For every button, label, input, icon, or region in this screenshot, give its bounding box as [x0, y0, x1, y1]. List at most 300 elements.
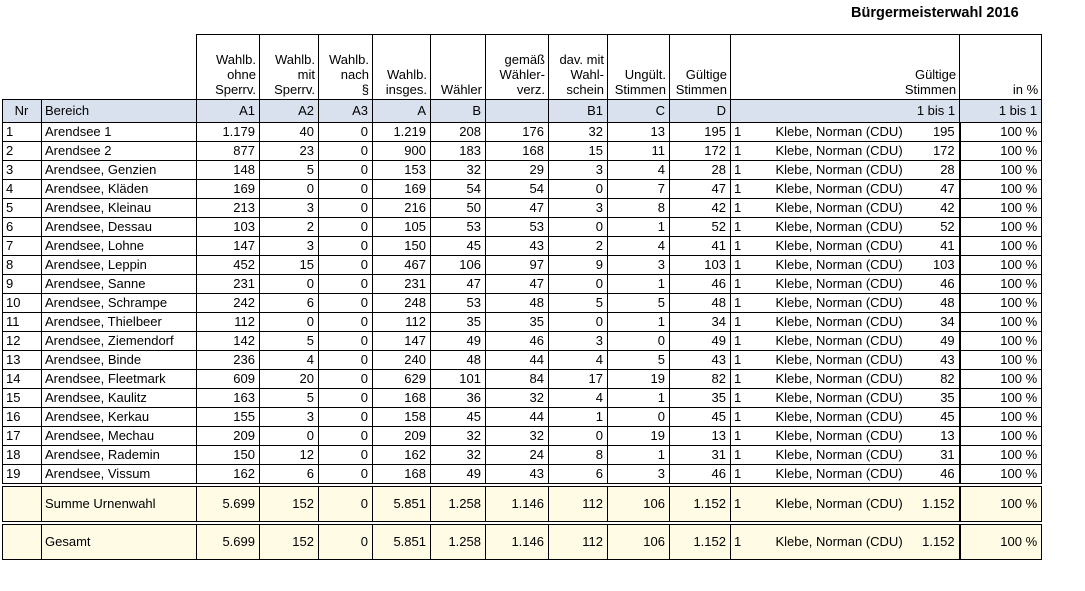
candidate-votes: 103 [907, 255, 960, 274]
row-value-1: 155 [197, 407, 260, 426]
candidate-votes-header: Gültige Stimmen [731, 35, 960, 100]
summary-value-7: 112 [549, 524, 608, 559]
summary-row [3, 486, 1042, 521]
candidate-name: Klebe, Norman (CDU) [756, 141, 907, 160]
row-bereich: Arendsee, Kläden [42, 179, 197, 198]
row-value-7: 17 [549, 369, 608, 388]
row-percent: 100 % [960, 274, 1042, 293]
row-percent: 100 % [960, 445, 1042, 464]
summary-nr [3, 486, 42, 521]
row-value-9: 46 [670, 274, 731, 293]
row-value-9: 172 [670, 141, 731, 160]
row-bereich: Arendsee, Binde [42, 350, 197, 369]
row-value-9: 41 [670, 236, 731, 255]
bereich-header: Bereich [42, 99, 197, 122]
row-value-2: 0 [260, 312, 319, 331]
row-value-8: 4 [608, 236, 670, 255]
row-value-6: 35 [486, 312, 549, 331]
row-value-5: 54 [431, 179, 486, 198]
row-value-1: 103 [197, 217, 260, 236]
row-value-1: 609 [197, 369, 260, 388]
row-value-5: 47 [431, 274, 486, 293]
row-bereich: Arendsee, Fleetmark [42, 369, 197, 388]
row-value-6: 44 [486, 407, 549, 426]
row-value-1: 162 [197, 464, 260, 483]
row-value-5: 48 [431, 350, 486, 369]
candidate-nr: 1 [731, 388, 756, 407]
row-value-3: 0 [319, 274, 373, 293]
row-nr: 6 [3, 217, 42, 236]
row-value-9: 35 [670, 388, 731, 407]
summary-value-8: 106 [608, 486, 670, 521]
candidate-votes: 41 [907, 236, 960, 255]
row-value-7: 3 [549, 160, 608, 179]
candidate-name: Klebe, Norman (CDU) [756, 426, 907, 445]
row-nr: 10 [3, 293, 42, 312]
row-value-4: 629 [373, 369, 431, 388]
summary-value-6: 1.146 [486, 486, 549, 521]
candidate-nr: 1 [731, 464, 756, 483]
column-code-6 [486, 99, 549, 122]
candidate-name: Klebe, Norman (CDU) [756, 179, 907, 198]
row-value-8: 1 [608, 274, 670, 293]
summary-value-3: 0 [319, 486, 373, 521]
column-code-3: A3 [319, 99, 373, 122]
summary-candidate-votes: 1.152 [907, 486, 960, 521]
candidate-nr: 1 [731, 160, 756, 179]
row-value-7: 3 [549, 198, 608, 217]
row-value-4: 162 [373, 445, 431, 464]
table-row [3, 122, 1042, 141]
row-value-4: 1.219 [373, 122, 431, 141]
row-value-3: 0 [319, 122, 373, 141]
row-value-6: 29 [486, 160, 549, 179]
table-row [3, 407, 1042, 426]
row-percent: 100 % [960, 464, 1042, 483]
row-value-1: 213 [197, 198, 260, 217]
row-percent: 100 % [960, 122, 1042, 141]
row-value-5: 49 [431, 464, 486, 483]
row-value-7: 3 [549, 331, 608, 350]
row-value-5: 35 [431, 312, 486, 331]
candidate-nr: 1 [731, 445, 756, 464]
row-nr: 9 [3, 274, 42, 293]
column-header-4: Wahlb. insges. [373, 35, 431, 100]
row-value-2: 40 [260, 122, 319, 141]
candidate-nr: 1 [731, 179, 756, 198]
row-percent: 100 % [960, 236, 1042, 255]
row-value-3: 0 [319, 369, 373, 388]
summary-value-7: 112 [549, 486, 608, 521]
candidate-votes: 46 [907, 274, 960, 293]
row-percent: 100 % [960, 255, 1042, 274]
report-title: Bürgermeisterwahl 2016 [851, 5, 1019, 21]
table-row [3, 293, 1042, 312]
row-value-7: 4 [549, 350, 608, 369]
row-value-3: 0 [319, 426, 373, 445]
row-value-7: 8 [549, 445, 608, 464]
candidate-votes: 43 [907, 350, 960, 369]
row-value-5: 101 [431, 369, 486, 388]
row-value-1: 163 [197, 388, 260, 407]
row-value-1: 236 [197, 350, 260, 369]
candidate-nr: 1 [731, 369, 756, 388]
row-value-7: 9 [549, 255, 608, 274]
row-value-6: 43 [486, 464, 549, 483]
summary-label: Gesamt [42, 524, 197, 559]
candidate-nr: 1 [731, 255, 756, 274]
table-row [3, 369, 1042, 388]
row-nr: 19 [3, 464, 42, 483]
row-nr: 18 [3, 445, 42, 464]
row-bereich: Arendsee, Lohne [42, 236, 197, 255]
percent-code: 1 bis 1 [960, 99, 1042, 122]
column-header-5: Wähler [431, 35, 486, 100]
summary-candidate-nr: 1 [731, 524, 756, 559]
candidate-name: Klebe, Norman (CDU) [756, 122, 907, 141]
summary-percent: 100 % [960, 524, 1042, 559]
row-nr: 15 [3, 388, 42, 407]
candidate-name: Klebe, Norman (CDU) [756, 312, 907, 331]
row-nr: 12 [3, 331, 42, 350]
candidate-name: Klebe, Norman (CDU) [756, 350, 907, 369]
row-value-6: 48 [486, 293, 549, 312]
row-value-5: 32 [431, 160, 486, 179]
row-value-9: 45 [670, 407, 731, 426]
column-header-3: Wahlb. nach § [319, 35, 373, 100]
row-value-4: 153 [373, 160, 431, 179]
candidate-votes: 172 [907, 141, 960, 160]
column-code-4: A [373, 99, 431, 122]
row-bereich: Arendsee, Leppin [42, 255, 197, 274]
candidate-votes: 47 [907, 179, 960, 198]
row-percent: 100 % [960, 426, 1042, 445]
row-value-4: 240 [373, 350, 431, 369]
row-bereich: Arendsee, Mechau [42, 426, 197, 445]
row-value-1: 148 [197, 160, 260, 179]
table-row [3, 464, 1042, 483]
candidate-name: Klebe, Norman (CDU) [756, 198, 907, 217]
candidate-nr: 1 [731, 236, 756, 255]
row-bereich: Arendsee, Rademin [42, 445, 197, 464]
row-value-7: 6 [549, 464, 608, 483]
column-code-7: B1 [549, 99, 608, 122]
row-value-8: 5 [608, 293, 670, 312]
row-value-7: 32 [549, 122, 608, 141]
row-nr: 7 [3, 236, 42, 255]
row-value-6: 47 [486, 198, 549, 217]
table-row [3, 274, 1042, 293]
row-value-4: 158 [373, 407, 431, 426]
row-percent: 100 % [960, 179, 1042, 198]
row-value-5: 45 [431, 236, 486, 255]
table-row [3, 426, 1042, 445]
row-value-3: 0 [319, 255, 373, 274]
candidate-name: Klebe, Norman (CDU) [756, 331, 907, 350]
row-value-7: 0 [549, 274, 608, 293]
candidate-votes: 31 [907, 445, 960, 464]
candidate-name: Klebe, Norman (CDU) [756, 293, 907, 312]
row-value-5: 45 [431, 407, 486, 426]
row-value-6: 176 [486, 122, 549, 141]
row-value-2: 23 [260, 141, 319, 160]
row-value-5: 53 [431, 217, 486, 236]
row-value-3: 0 [319, 312, 373, 331]
row-value-9: 28 [670, 160, 731, 179]
row-value-1: 209 [197, 426, 260, 445]
row-value-6: 97 [486, 255, 549, 274]
row-value-3: 0 [319, 388, 373, 407]
row-bereich: Arendsee, Vissum [42, 464, 197, 483]
table-row [3, 217, 1042, 236]
column-code-row [3, 99, 1042, 122]
row-value-4: 168 [373, 388, 431, 407]
row-nr: 1 [3, 122, 42, 141]
column-code-2: A2 [260, 99, 319, 122]
candidate-nr: 1 [731, 293, 756, 312]
row-value-3: 0 [319, 179, 373, 198]
row-value-2: 20 [260, 369, 319, 388]
row-percent: 100 % [960, 407, 1042, 426]
candidate-votes: 46 [907, 464, 960, 483]
row-value-3: 0 [319, 464, 373, 483]
candidate-name: Klebe, Norman (CDU) [756, 274, 907, 293]
row-value-4: 150 [373, 236, 431, 255]
candidate-code: 1 bis 1 [731, 99, 960, 122]
row-bereich: Arendsee, Kleinau [42, 198, 197, 217]
row-bereich: Arendsee, Thielbeer [42, 312, 197, 331]
percent-header: in % [960, 35, 1042, 100]
summary-label: Summe Urnenwahl [42, 486, 197, 521]
candidate-nr: 1 [731, 331, 756, 350]
row-value-2: 3 [260, 236, 319, 255]
candidate-votes: 42 [907, 198, 960, 217]
row-value-2: 0 [260, 274, 319, 293]
row-value-5: 208 [431, 122, 486, 141]
row-value-2: 6 [260, 464, 319, 483]
row-value-9: 31 [670, 445, 731, 464]
summary-value-8: 106 [608, 524, 670, 559]
candidate-name: Klebe, Norman (CDU) [756, 407, 907, 426]
row-value-2: 15 [260, 255, 319, 274]
row-nr: 16 [3, 407, 42, 426]
row-value-8: 3 [608, 464, 670, 483]
summary-candidate-votes: 1.152 [907, 524, 960, 559]
table-row [3, 160, 1042, 179]
summary-value-6: 1.146 [486, 524, 549, 559]
row-value-8: 1 [608, 388, 670, 407]
row-bereich: Arendsee 1 [42, 122, 197, 141]
table-row [3, 179, 1042, 198]
candidate-votes: 28 [907, 160, 960, 179]
row-value-8: 11 [608, 141, 670, 160]
row-value-5: 36 [431, 388, 486, 407]
row-value-8: 13 [608, 122, 670, 141]
row-value-9: 48 [670, 293, 731, 312]
nr-header: Nr [3, 99, 42, 122]
row-value-7: 1 [549, 407, 608, 426]
row-percent: 100 % [960, 331, 1042, 350]
candidate-name: Klebe, Norman (CDU) [756, 388, 907, 407]
row-nr: 3 [3, 160, 42, 179]
row-nr: 11 [3, 312, 42, 331]
row-value-9: 195 [670, 122, 731, 141]
row-value-6: 44 [486, 350, 549, 369]
row-value-8: 4 [608, 160, 670, 179]
row-value-2: 3 [260, 407, 319, 426]
row-value-6: 84 [486, 369, 549, 388]
row-bereich: Arendsee, Ziemendorf [42, 331, 197, 350]
row-value-9: 49 [670, 331, 731, 350]
row-value-8: 3 [608, 255, 670, 274]
row-value-6: 168 [486, 141, 549, 160]
row-value-2: 3 [260, 198, 319, 217]
candidate-name: Klebe, Norman (CDU) [756, 217, 907, 236]
row-value-9: 52 [670, 217, 731, 236]
row-nr: 17 [3, 426, 42, 445]
summary-value-2: 152 [260, 486, 319, 521]
row-percent: 100 % [960, 293, 1042, 312]
row-value-4: 105 [373, 217, 431, 236]
row-value-6: 32 [486, 388, 549, 407]
summary-value-5: 1.258 [431, 524, 486, 559]
candidate-votes: 13 [907, 426, 960, 445]
row-percent: 100 % [960, 312, 1042, 331]
row-bereich: Arendsee, Sanne [42, 274, 197, 293]
summary-candidate-nr: 1 [731, 486, 756, 521]
row-bereich: Arendsee, Schrampe [42, 293, 197, 312]
summary-candidate-name: Klebe, Norman (CDU) [756, 486, 907, 521]
row-value-2: 2 [260, 217, 319, 236]
row-value-7: 0 [549, 426, 608, 445]
candidate-nr: 1 [731, 274, 756, 293]
row-value-5: 106 [431, 255, 486, 274]
candidate-name: Klebe, Norman (CDU) [756, 236, 907, 255]
row-value-3: 0 [319, 331, 373, 350]
row-value-3: 0 [319, 141, 373, 160]
row-value-8: 1 [608, 312, 670, 331]
row-value-4: 467 [373, 255, 431, 274]
row-value-4: 248 [373, 293, 431, 312]
candidate-name: Klebe, Norman (CDU) [756, 160, 907, 179]
row-value-4: 231 [373, 274, 431, 293]
summary-value-4: 5.851 [373, 524, 431, 559]
row-value-1: 169 [197, 179, 260, 198]
row-value-6: 32 [486, 426, 549, 445]
row-percent: 100 % [960, 198, 1042, 217]
row-value-1: 242 [197, 293, 260, 312]
row-value-4: 209 [373, 426, 431, 445]
row-value-3: 0 [319, 445, 373, 464]
row-value-9: 46 [670, 464, 731, 483]
row-bereich: Arendsee, Kaulitz [42, 388, 197, 407]
row-value-2: 4 [260, 350, 319, 369]
row-percent: 100 % [960, 217, 1042, 236]
header-blank [3, 35, 197, 100]
row-value-9: 47 [670, 179, 731, 198]
row-value-4: 169 [373, 179, 431, 198]
candidate-name: Klebe, Norman (CDU) [756, 445, 907, 464]
row-bereich: Arendsee 2 [42, 141, 197, 160]
candidate-votes: 195 [907, 122, 960, 141]
row-value-3: 0 [319, 217, 373, 236]
summary-nr [3, 524, 42, 559]
table-row [3, 445, 1042, 464]
row-value-8: 5 [608, 350, 670, 369]
candidate-nr: 1 [731, 312, 756, 331]
row-value-4: 900 [373, 141, 431, 160]
row-value-8: 7 [608, 179, 670, 198]
row-value-2: 5 [260, 160, 319, 179]
row-value-1: 452 [197, 255, 260, 274]
row-value-1: 112 [197, 312, 260, 331]
summary-percent: 100 % [960, 486, 1042, 521]
summary-row [3, 524, 1042, 559]
table-row [3, 255, 1042, 274]
column-code-8: C [608, 99, 670, 122]
candidate-name: Klebe, Norman (CDU) [756, 464, 907, 483]
row-value-4: 168 [373, 464, 431, 483]
row-value-8: 1 [608, 445, 670, 464]
row-value-3: 0 [319, 160, 373, 179]
results-table [2, 34, 1042, 560]
row-percent: 100 % [960, 388, 1042, 407]
column-code-1: A1 [197, 99, 260, 122]
row-nr: 13 [3, 350, 42, 369]
row-value-1: 150 [197, 445, 260, 464]
row-value-7: 0 [549, 312, 608, 331]
table-row [3, 350, 1042, 369]
row-value-8: 0 [608, 331, 670, 350]
summary-value-5: 1.258 [431, 486, 486, 521]
row-value-5: 50 [431, 198, 486, 217]
row-value-6: 43 [486, 236, 549, 255]
row-value-4: 147 [373, 331, 431, 350]
row-value-9: 82 [670, 369, 731, 388]
row-nr: 8 [3, 255, 42, 274]
row-value-1: 1.179 [197, 122, 260, 141]
row-value-4: 112 [373, 312, 431, 331]
candidate-votes: 35 [907, 388, 960, 407]
row-bereich: Arendsee, Dessau [42, 217, 197, 236]
row-nr: 5 [3, 198, 42, 217]
table-row [3, 312, 1042, 331]
row-percent: 100 % [960, 141, 1042, 160]
column-header-9: Gültige Stimmen [670, 35, 731, 100]
row-value-8: 8 [608, 198, 670, 217]
row-value-1: 147 [197, 236, 260, 255]
row-value-5: 53 [431, 293, 486, 312]
row-value-3: 0 [319, 293, 373, 312]
row-value-1: 142 [197, 331, 260, 350]
row-value-9: 42 [670, 198, 731, 217]
table-row [3, 198, 1042, 217]
row-value-2: 5 [260, 331, 319, 350]
candidate-nr: 1 [731, 122, 756, 141]
column-code-9: D [670, 99, 731, 122]
candidate-votes: 45 [907, 407, 960, 426]
table-row [3, 236, 1042, 255]
row-value-9: 43 [670, 350, 731, 369]
candidate-votes: 34 [907, 312, 960, 331]
row-value-3: 0 [319, 350, 373, 369]
column-label-row [3, 35, 1042, 100]
row-value-1: 231 [197, 274, 260, 293]
row-value-2: 12 [260, 445, 319, 464]
candidate-nr: 1 [731, 198, 756, 217]
row-bereich: Arendsee, Kerkau [42, 407, 197, 426]
row-value-2: 0 [260, 426, 319, 445]
